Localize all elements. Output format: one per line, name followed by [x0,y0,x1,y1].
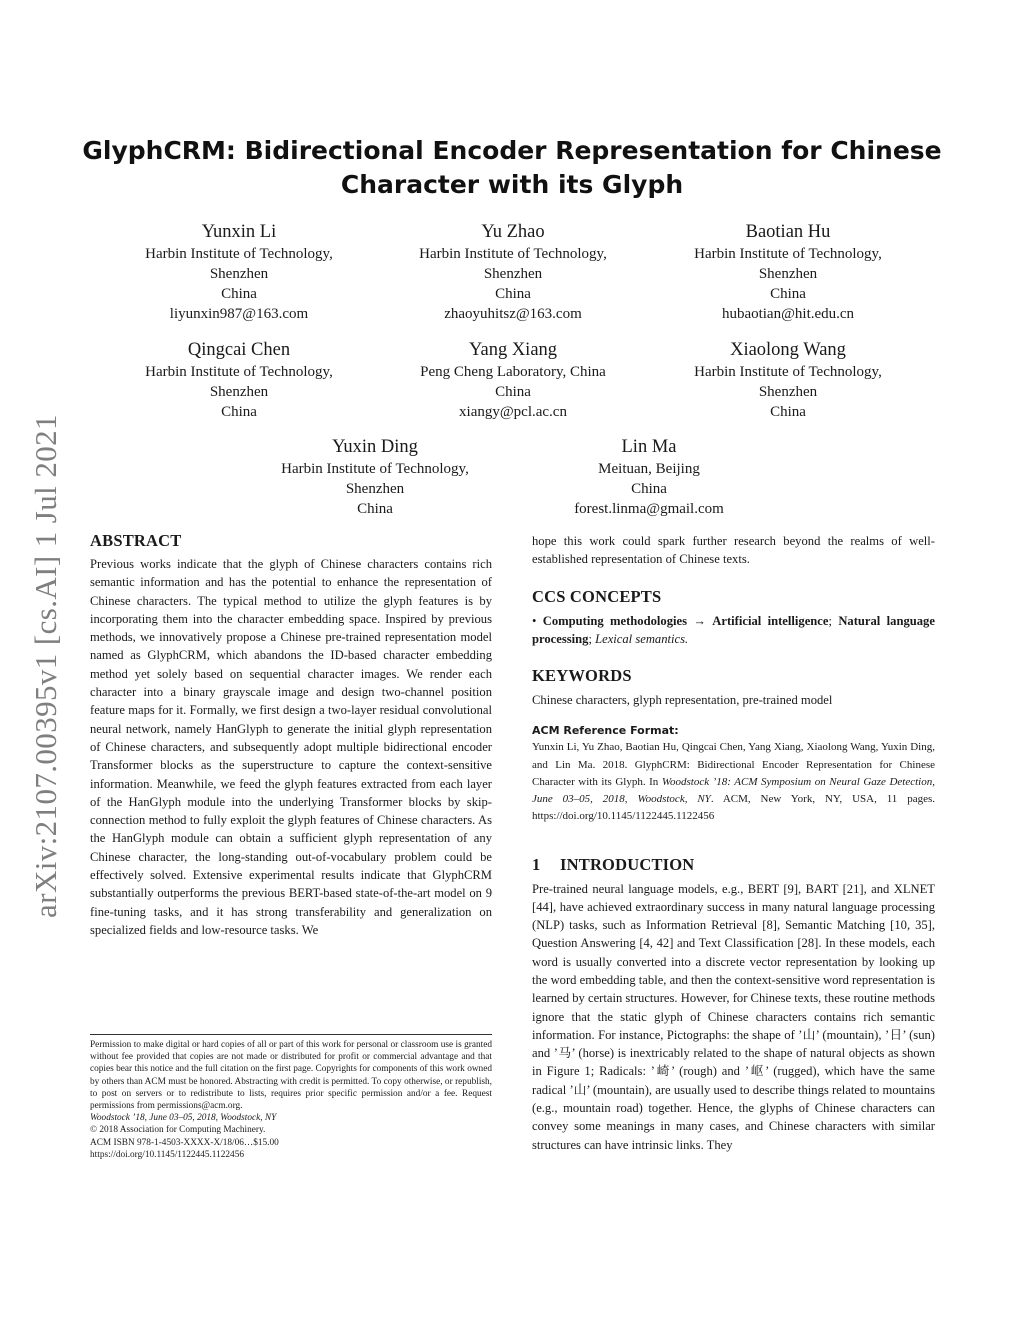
author-name: Qingcai Chen [187,340,291,360]
arxiv-side-label: arXiv:2107.00395v1 [cs.AI] 1 Jul 2021 [28,414,63,918]
author-affiliation: Shenzhen [758,266,818,282]
acm-reference-venue: Woodstock ’18: ACM Symposium on Neural Gaze Detection, June 03–05, 2018, Woodstock, NY [532,775,935,806]
author-email: hubaotian@hit.edu.cn [721,306,855,322]
author-name: Baotian Hu [745,222,831,242]
author-email: liyunxin987@163.com [169,306,309,322]
author-affiliation: Shenzhen [483,266,543,282]
permission-doi: https://doi.org/10.1145/1122445.1122456 [90,1149,245,1160]
author-email: forest.linma@gmail.com [574,501,724,517]
acm-reference-text [532,739,935,825]
author-country: China [770,404,806,420]
author-affiliation: Peng Cheng Laboratory, China [420,364,606,380]
permission-notice [90,1034,492,1161]
author-country: China [221,286,257,302]
abstract-text: Previous works indicate that the glyph of Chinese characters contains rich semantic information and has the potential to enhance the representation of Chinese characters. The typical method to utilize the glyph features is by incorporating them into the character embedding space. Inspired by previous methods, we innovatively propose a Chinese pre-trained representation model named as GlyphCRM, which abandons the ID-based character embedding method yet solely based on sequential character images. We render each character into a binary grayscale image and design two-channel position feature maps for it. Formally, we first design a two-layer residual convolutional neural network, namely HanGlyph to generate the initial glyph representation of Chinese characters, and subsequently adopt multiple bidirectional encoder Transformer blocks as the superstructure to capture the context-sensitive information. Meanwhile, we feed the glyph features extracted from each layer of the HanGlyph module into the underlying Transformer blocks by skip-connection method to fully exploit the glyph features of Chinese characters. As the HanGlyph module can obtain a sufficient glyph representation of any Chinese character, the long-standing out-of-vocabulary problem could be effectively solved. Extensive experimental results indicate that GlyphCRM substantially outperforms the previous BERT-based state-of-the-art model on 9 fine-tuning tasks, and it has strong transferability and generalization on specialized fields and low-resource tasks. We [90,557,492,937]
intro-text: Pre-trained neural language models, e.g., BERT [9], BART [21], and XLNET [44], have achieved extraordinary success in many natural language processing (NLP) tasks, such as Information Retrieval [8], Semantic Matching [10, 35], Question Answering [4, 42] and Text Classification [28]. In these models, each word is usually converted into a discrete vector representation by looking up the word embedding table, and then the context-sensitive word representation is learned by certain structures. However, for Chinese texts, these routine methods ignore that the static glyph of Chinese characters contains rich semantic information. For instance, Pictographs: the shape of ’山’ (mountain), ’日’ (sun) and ’马’ (horse) is inextricably related to the shape of natural objects as shown in Figure 1; Radicals: ’崎’ (rough) and ’岖’ (rugged), which have the same radical ’山’ (mountain), are usually used to describe things related to mountains (e.g., mountain road) together. Hence, the glyphs of Chinese characters can convey some meanings in many cases, and Chinese characters with similar structures can have intrinsic links. They [532,881,935,1152]
author-email: xiangy@pcl.ac.cn [459,404,567,420]
keywords-heading: KEYWORDS [532,666,632,686]
ccs-heading: CCS CONCEPTS [532,586,662,606]
author-block [663,220,913,324]
author-affiliation: Shenzhen [345,481,405,497]
author-name: Xiaolong Wang [730,340,846,360]
ccs-concepts [532,612,935,649]
author-country: China [770,286,806,302]
author-name: Yu Zhao [481,222,545,242]
intro-title: INTRODUCTION [560,854,695,874]
author-block [250,435,500,519]
acm-reference-heading: ACM Reference Format: [532,724,679,738]
author-affiliation: Meituan, Beijing [598,461,700,477]
intro-heading [532,854,935,876]
abstract-heading: ABSTRACT [90,531,182,550]
author-country: China [221,404,257,420]
author-country: China [357,501,393,517]
author-affiliation: Harbin Institute of Technology, [145,246,333,262]
author-name: Yunxin Li [201,222,277,242]
acm-reference-tail: . ACM, New York, NY, USA, 11 pages. https://doi.org/10.1145/1122445.1122456 [532,793,936,823]
ccs-concept: Natural language processing [532,613,935,646]
author-name: Yang Xiang [468,340,558,360]
permission-text: Permission to make digital or hard copies of all or part of this work for personal or classroom use is granted without fee provided that copies are not made or distributed for profit or commercial advantage and that copies bear this notice and the full citation on the first page. Copyrights for components of this work owned by others than ACM must be honored. Abstracting with credit is permitted. To copy otherwise, or republish, to post on servers or to redistribute to lists, requires prior specific permission and/or a fee. Request permissions from permissions@acm.org. [90,1040,492,1112]
author-name: Yuxin Ding [332,437,418,457]
author-affiliation: Shenzhen [209,384,269,400]
author-affiliation: Harbin Institute of Technology, [419,246,607,262]
left-column [90,530,492,939]
ccs-concept: Artificial intelligence [712,613,829,628]
permission-copyright: © 2018 Association for Computing Machinery. [90,1125,266,1136]
author-block [114,338,364,422]
ccs-concept: Lexical semantics. [595,631,689,646]
abstract-continuation: hope this work could spark further research beyond the realms of well-established representation of Chinese texts. [532,534,935,567]
ccs-bullet: • [532,613,537,628]
intro-number: 1 [532,854,541,874]
acm-reference-authors: Yunxin Li, Yu Zhao, Baotian Hu, Qingcai Chen, Yang Xiang, Xiaolong Wang, Yuxin Ding, and Lin Ma. 2018. GlyphCRM: Bidirectional Encoder Representation for Chinese Character with its Glyph. In [532,741,935,788]
author-affiliation: Harbin Institute of Technology, [694,246,882,262]
author-affiliation: Harbin Institute of Technology, [145,364,333,380]
author-country: China [495,286,531,302]
author-affiliation: Shenzhen [758,384,818,400]
author-block [388,220,638,324]
author-email: zhaoyuhitsz@163.com [444,306,582,322]
author-country: China [631,481,667,497]
ccs-arrow: → [693,613,706,628]
keywords-text: Chinese characters, glyph representation, pre-trained model [532,693,833,708]
permission-isbn: ACM ISBN 978-1-4503-XXXX-X/18/06…$15.00 [90,1137,279,1148]
author-affiliation: Harbin Institute of Technology, [281,461,469,477]
author-block [388,338,638,422]
author-country: China [495,384,531,400]
right-column [532,532,935,1154]
author-affiliation: Harbin Institute of Technology, [694,364,882,380]
author-block [524,435,774,519]
author-block [114,220,364,324]
ccs-separator: ; [588,631,592,646]
ccs-separator: ; [828,613,832,628]
permission-venue: Woodstock ’18, June 03–05, 2018, Woodstock, NY [90,1113,277,1124]
author-affiliation: Shenzhen [209,266,269,282]
author-block [663,338,913,422]
ccs-concept: Computing methodologies [542,613,687,628]
author-name: Lin Ma [621,437,677,457]
paper-title: GlyphCRM: Bidirectional Encoder Representation for Chinese Character with its Glyph [82,136,942,199]
